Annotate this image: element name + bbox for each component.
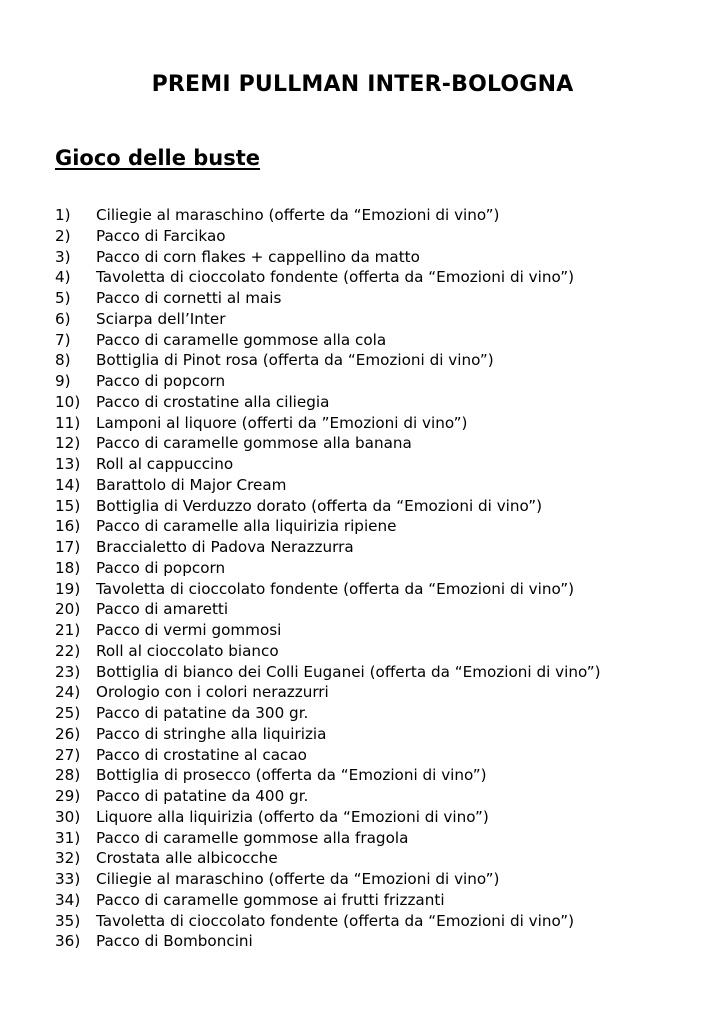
prize-item [55,848,601,869]
prize-number: 6) [55,309,71,328]
prize-item [55,869,601,890]
prize-text: Crostata alle albicocche [96,849,278,868]
prize-item [55,682,601,703]
prize-number: 21) [55,621,81,639]
prize-number: 29) [55,787,81,805]
prize-item [55,392,601,413]
prize-number: 2) [55,226,71,245]
prize-item [55,890,601,911]
prize-text: Tavoletta di cioccolato fondente (offerta da “Emozioni di vino”) [96,268,575,287]
prize-text: Pacco di caramelle gommose alla fragola [96,828,409,847]
prize-number: 35) [55,911,81,930]
prize-number: 19) [55,579,81,598]
prize-number: 25) [55,704,81,722]
prize-text: Bottiglia di Verduzzo dorato (offerta da “Emozioni di vino”) [96,496,543,515]
prize-item [55,475,601,496]
prize-number: 31) [55,828,81,847]
prize-text: Pacco di crostatine alla ciliegia [96,392,330,411]
prize-item [55,911,601,932]
prize-item [55,496,601,517]
prize-item [55,205,601,226]
prize-number: 30) [55,807,81,826]
prize-number: 13) [55,455,81,473]
section-heading: Gioco delle buste [55,146,261,170]
prize-number: 3) [55,247,71,266]
prize-item [55,579,601,600]
prize-text: Pacco di Farcikao [96,226,226,245]
prize-text: Tavoletta di cioccolato fondente (offerta da “Emozioni di vino”) [96,911,575,930]
prize-number: 24) [55,683,81,702]
prize-item [55,413,601,434]
prize-text: Pacco di caramelle gommose alla banana [96,434,412,453]
prize-item [55,288,601,309]
prize-number: 9) [55,372,71,390]
prize-item [55,309,601,330]
prize-number: 28) [55,766,81,785]
prize-text: Pacco di popcorn [96,372,226,390]
prize-number: 27) [55,745,81,764]
prize-text: Pacco di caramelle alla liquirizia ripiene [96,517,397,536]
prize-item [55,454,601,475]
prize-item [55,433,601,454]
prize-number: 15) [55,496,81,515]
prize-text: Roll al cappuccino [96,455,234,473]
prize-list [55,205,601,952]
prize-item [55,247,601,268]
prize-number: 33) [55,870,81,888]
prize-number: 14) [55,475,81,494]
prize-text: Pacco di caramelle gommose ai frutti frizzanti [96,890,445,909]
prize-number: 18) [55,558,81,577]
prize-text: Liquore alla liquirizia (offerto da “Emozioni di vino”) [96,807,489,826]
prize-number: 1) [55,206,71,224]
prize-number: 17) [55,538,81,556]
prize-item [55,765,601,786]
prize-item [55,516,601,537]
prize-item [55,371,601,392]
prize-item [55,931,601,952]
prize-item [55,807,601,828]
prize-number: 7) [55,330,71,349]
prize-text: Pacco di corn flakes + cappellino da matto [96,247,420,266]
prize-text: Pacco di stringhe alla liquirizia [96,724,327,743]
prize-item [55,662,601,683]
prize-item [55,703,601,724]
prize-text: Barattolo di Major Cream [96,475,287,494]
prize-item [55,828,601,849]
prize-item [55,350,601,371]
prize-text: Lamponi al liquore (offerti da ”Emozioni di vino”) [96,413,468,432]
prize-item [55,724,601,745]
prize-text: Pacco di amaretti [96,600,229,619]
prize-text: Pacco di Bomboncini [96,932,253,951]
prize-number: 5) [55,289,71,307]
prize-text: Pacco di crostatine al cacao [96,745,307,764]
prize-text: Pacco di caramelle gommose alla cola [96,330,387,349]
prize-number: 16) [55,517,81,536]
prize-number: 32) [55,849,81,868]
prize-item [55,537,601,558]
prize-item [55,620,601,641]
prize-number: 26) [55,724,81,743]
prize-number: 11) [55,413,81,432]
prize-number: 36) [55,932,81,951]
prize-number: 34) [55,890,81,909]
prize-item [55,745,601,766]
prize-text: Pacco di popcorn [96,558,226,577]
prize-text: Tavoletta di cioccolato fondente (offerta da “Emozioni di vino”) [96,579,575,598]
prize-number: 20) [55,600,81,619]
prize-number: 23) [55,662,81,681]
prize-text: Pacco di vermi gommosi [96,621,282,639]
prize-text: Bottiglia di prosecco (offerta da “Emozioni di vino”) [96,766,487,785]
prize-text: Bottiglia di bianco dei Colli Euganei (offerta da “Emozioni di vino”) [96,662,601,681]
prize-text: Bottiglia di Pinot rosa (offerta da “Emozioni di vino”) [96,351,494,370]
prize-text: Sciarpa dell’Inter [96,309,226,328]
prize-number: 22) [55,641,81,660]
prize-number: 8) [55,351,71,370]
prize-number: 10) [55,392,81,411]
prize-text: Orologio con i colori nerazzurri [96,683,329,702]
document-title: PREMI PULLMAN INTER-BOLOGNA [151,72,574,97]
prize-item [55,599,601,620]
prize-text: Braccialetto di Padova Nerazzurra [96,538,354,556]
prize-text: Pacco di patatine da 300 gr. [96,704,309,722]
prize-item [55,267,601,288]
prize-text: Roll al cioccolato bianco [96,641,279,660]
prize-text: Pacco di cornetti al mais [96,289,282,307]
prize-item [55,641,601,662]
prize-text: Ciliegie al maraschino (offerte da “Emozioni di vino”) [96,206,500,224]
prize-number: 4) [55,268,71,287]
prize-text: Pacco di patatine da 400 gr. [96,787,309,805]
prize-item [55,226,601,247]
prize-number: 12) [55,434,81,453]
prize-item [55,330,601,351]
prize-item [55,558,601,579]
prize-item [55,786,601,807]
prize-text: Ciliegie al maraschino (offerte da “Emozioni di vino”) [96,870,500,888]
